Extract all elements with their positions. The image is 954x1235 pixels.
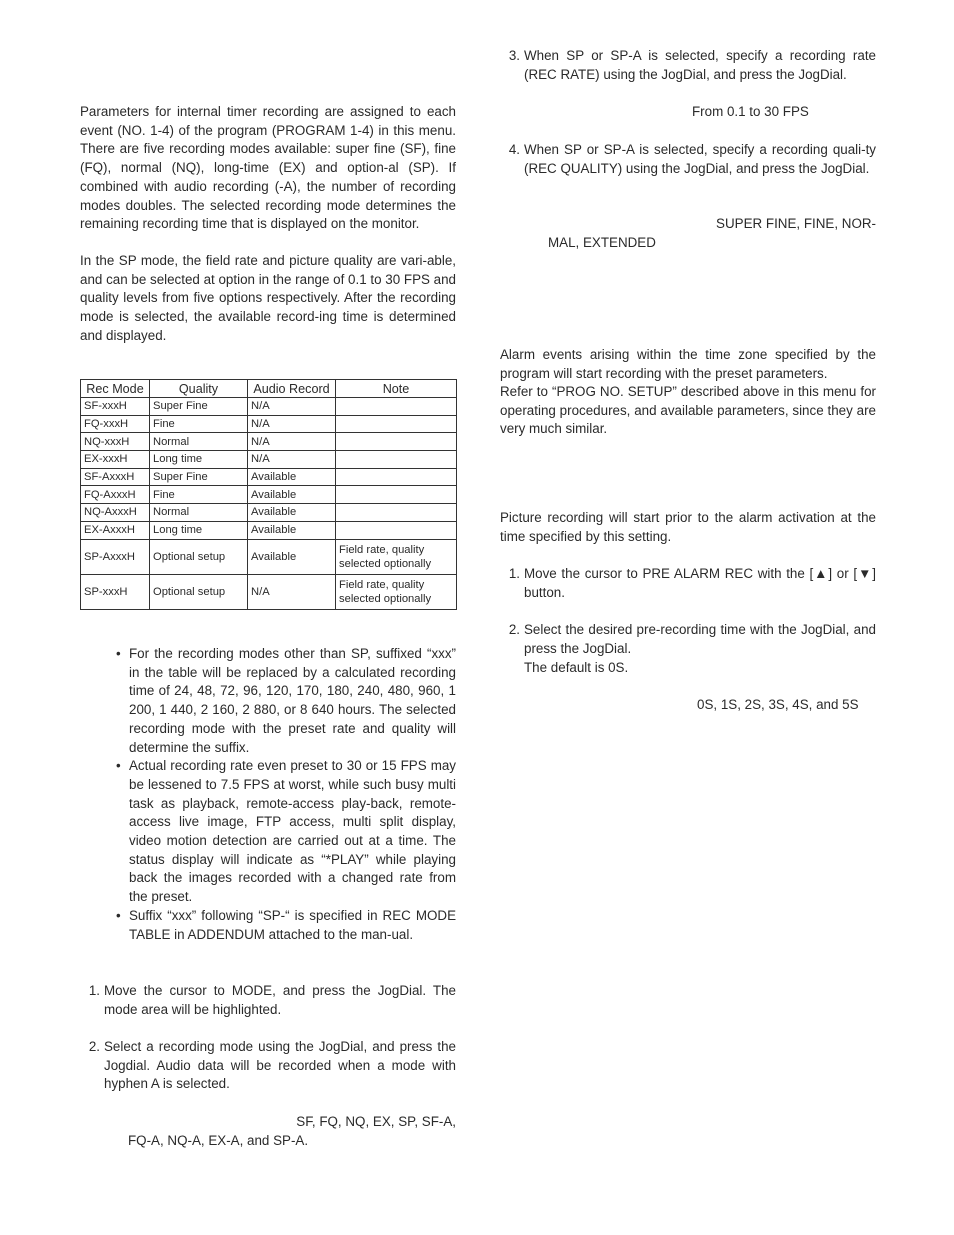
cell-audio: N/A [248, 415, 336, 433]
cell-rec-mode: FQ-xxxH [81, 415, 150, 433]
header-note: Note [336, 380, 457, 398]
pre-alarm-step-2 [508, 621, 876, 658]
table-row [81, 468, 457, 486]
cell-rec-mode: NQ-xxxH [81, 433, 150, 451]
step-number: 1. [88, 983, 100, 998]
table-row [81, 486, 457, 504]
cell-rec-mode: SP-AxxxH [81, 539, 150, 574]
bullet-icon: • [116, 758, 121, 774]
table-row [81, 574, 457, 609]
cell-audio: N/A [248, 398, 336, 416]
cell-rec-mode: SF-xxxH [81, 398, 150, 416]
quality-options-line-2: MAL, EXTENDED [548, 235, 656, 250]
cell-audio: Available [248, 504, 336, 522]
cell-audio: N/A [248, 574, 336, 609]
step-number: 1. [508, 566, 520, 581]
cell-audio: N/A [248, 451, 336, 469]
step-text: When SP or SP-A is selected, specify a recording rate (REC RATE) using the JogDial, and press the JogDial. [524, 48, 876, 82]
cell-note [336, 504, 457, 522]
header-rec-mode: Rec Mode [81, 380, 150, 398]
cell-note [336, 398, 457, 416]
cell-note [336, 433, 457, 451]
list-item [116, 645, 456, 757]
alarm-paragraph-1: Alarm events arising within the time zone specified by the program will start recording with the preset parameters. [500, 347, 876, 381]
step-number: 4. [508, 142, 520, 157]
table-header-row [81, 380, 457, 398]
step-text: Select the desired pre-recording time with the JogDial, and press the JogDial. [524, 622, 876, 656]
cell-quality: Long time [150, 451, 248, 469]
notes-list [116, 645, 456, 944]
cell-note [336, 521, 457, 539]
list-item [116, 907, 456, 944]
step-number: 2. [88, 1039, 100, 1054]
alarm-paragraph-2: Refer to “PROG NO. SETUP” described above in this menu for operating procedures, and available parameters, since they are very much similar. [500, 384, 876, 437]
table-row [81, 415, 457, 433]
cell-quality: Fine [150, 415, 248, 433]
cell-quality: Optional setup [150, 539, 248, 574]
table-row [81, 451, 457, 469]
header-quality: Quality [150, 380, 248, 398]
rate-range: From 0.1 to 30 FPS [692, 104, 809, 119]
step-text: Move the cursor to PRE ALARM REC with the [▲] or [▼] button. [524, 566, 876, 600]
cell-quality: Normal [150, 433, 248, 451]
modes-list-line-1: SF, FQ, NQ, EX, SP, SF-A, [296, 1114, 456, 1129]
step-text: Move the cursor to MODE, and press the JogDial. The mode area will be highlighted. [104, 983, 456, 1017]
step-text: Select a recording mode using the JogDial, and press the Jogdial. Audio data will be recorded when a mode with hyphen A is selected. [104, 1039, 456, 1092]
cell-quality: Super Fine [150, 398, 248, 416]
cell-audio: N/A [248, 433, 336, 451]
quality-step-4 [508, 141, 876, 178]
list-item [116, 757, 456, 907]
cell-rec-mode: FQ-AxxxH [81, 486, 150, 504]
bullet-icon: • [116, 907, 121, 923]
cell-audio: Available [248, 521, 336, 539]
cell-rec-mode: EX-xxxH [81, 451, 150, 469]
pre-alarm-default: The default is 0S. [524, 660, 629, 675]
cell-rec-mode: SP-xxxH [81, 574, 150, 609]
table-row [81, 433, 457, 451]
cell-audio: Available [248, 539, 336, 574]
modes-list-line-2: FQ-A, NQ-A, EX-A, and SP-A. [128, 1133, 309, 1148]
intro-paragraph-2: In the SP mode, the field rate and picture quality are vari-able, and can be selected at option in the range of 0.1 to 30 FPS and quality levels from five options respectively. After the recording mode is selected, the available record-ing time is determined and displayed. [80, 253, 456, 343]
cell-note: Field rate, quality selected optionally [336, 539, 457, 574]
cell-quality: Long time [150, 521, 248, 539]
cell-note: Field rate, quality selected optionally [336, 574, 457, 609]
step-number: 3. [508, 48, 520, 63]
cell-note [336, 451, 457, 469]
pre-alarm-step-1 [508, 565, 876, 602]
table-row [81, 398, 457, 416]
table-row [81, 521, 457, 539]
intro-paragraph-1: Parameters for internal timer recording are assigned to each event (NO. 1-4) of the program (PROGRAM 1-4) in this menu. There are five recording modes available: super fine (SF), fine (FQ), normal (NQ), long-time (EX) and option-al (SP). If combined with audio recording (-A), the number of recording modes doubles. The selected recording mode determines the remaining recording time that is displayed on the monitor. [80, 104, 456, 232]
header-audio-record: Audio Record [248, 380, 336, 398]
rate-step-3 [508, 47, 876, 84]
cell-audio: Available [248, 486, 336, 504]
mode-step-1 [88, 982, 456, 1019]
cell-quality: Super Fine [150, 468, 248, 486]
cell-note [336, 468, 457, 486]
cell-quality: Normal [150, 504, 248, 522]
quality-options-line-1: SUPER FINE, FINE, NOR- [716, 216, 876, 231]
cell-quality: Optional setup [150, 574, 248, 609]
cell-note [336, 486, 457, 504]
cell-rec-mode: SF-AxxxH [81, 468, 150, 486]
cell-quality: Fine [150, 486, 248, 504]
cell-rec-mode: EX-AxxxH [81, 521, 150, 539]
pre-alarm-options: 0S, 1S, 2S, 3S, 4S, and 5S [697, 697, 859, 712]
pre-alarm-paragraph: Picture recording will start prior to the alarm activation at the time specified by this setting. [500, 510, 876, 544]
table-row [81, 539, 457, 574]
mode-step-2 [88, 1038, 456, 1094]
rec-mode-table [80, 379, 457, 610]
cell-rec-mode: NQ-AxxxH [81, 504, 150, 522]
cell-note [336, 415, 457, 433]
cell-audio: Available [248, 468, 336, 486]
note-text: Suffix “xxx” following “SP-“ is specified in REC MODE TABLE in ADDENDUM attached to the man-ual. [129, 907, 456, 942]
step-number: 2. [508, 622, 520, 637]
note-text: Actual recording rate even preset to 30 or 15 FPS may be lessened to 7.5 FPS at worst, while such busy multi task as playback, remote-access play-back, remote-access live image, FTP access, multi split display, video motion detection are carried out at a time. The status display will indicate as “*PLAY” while playing back the images recorded with a changed rate from the preset. [129, 758, 456, 905]
step-text: When SP or SP-A is selected, specify a recording quali-ty (REC QUALITY) using the JogDial, and press the JogDial. [524, 142, 876, 176]
bullet-icon: • [116, 646, 121, 661]
table-row [81, 504, 457, 522]
note-text: For the recording modes other than SP, suffixed “xxx” in the table will be replaced by a calculated recording time of 24, 48, 72, 96, 120, 170, 180, 240, 480, 960, 1 200, 1 440, 2 160, 2 880, or 8 640 hours. The selected recording mode with the preset rate and quality will determine the suffix. [129, 646, 456, 755]
